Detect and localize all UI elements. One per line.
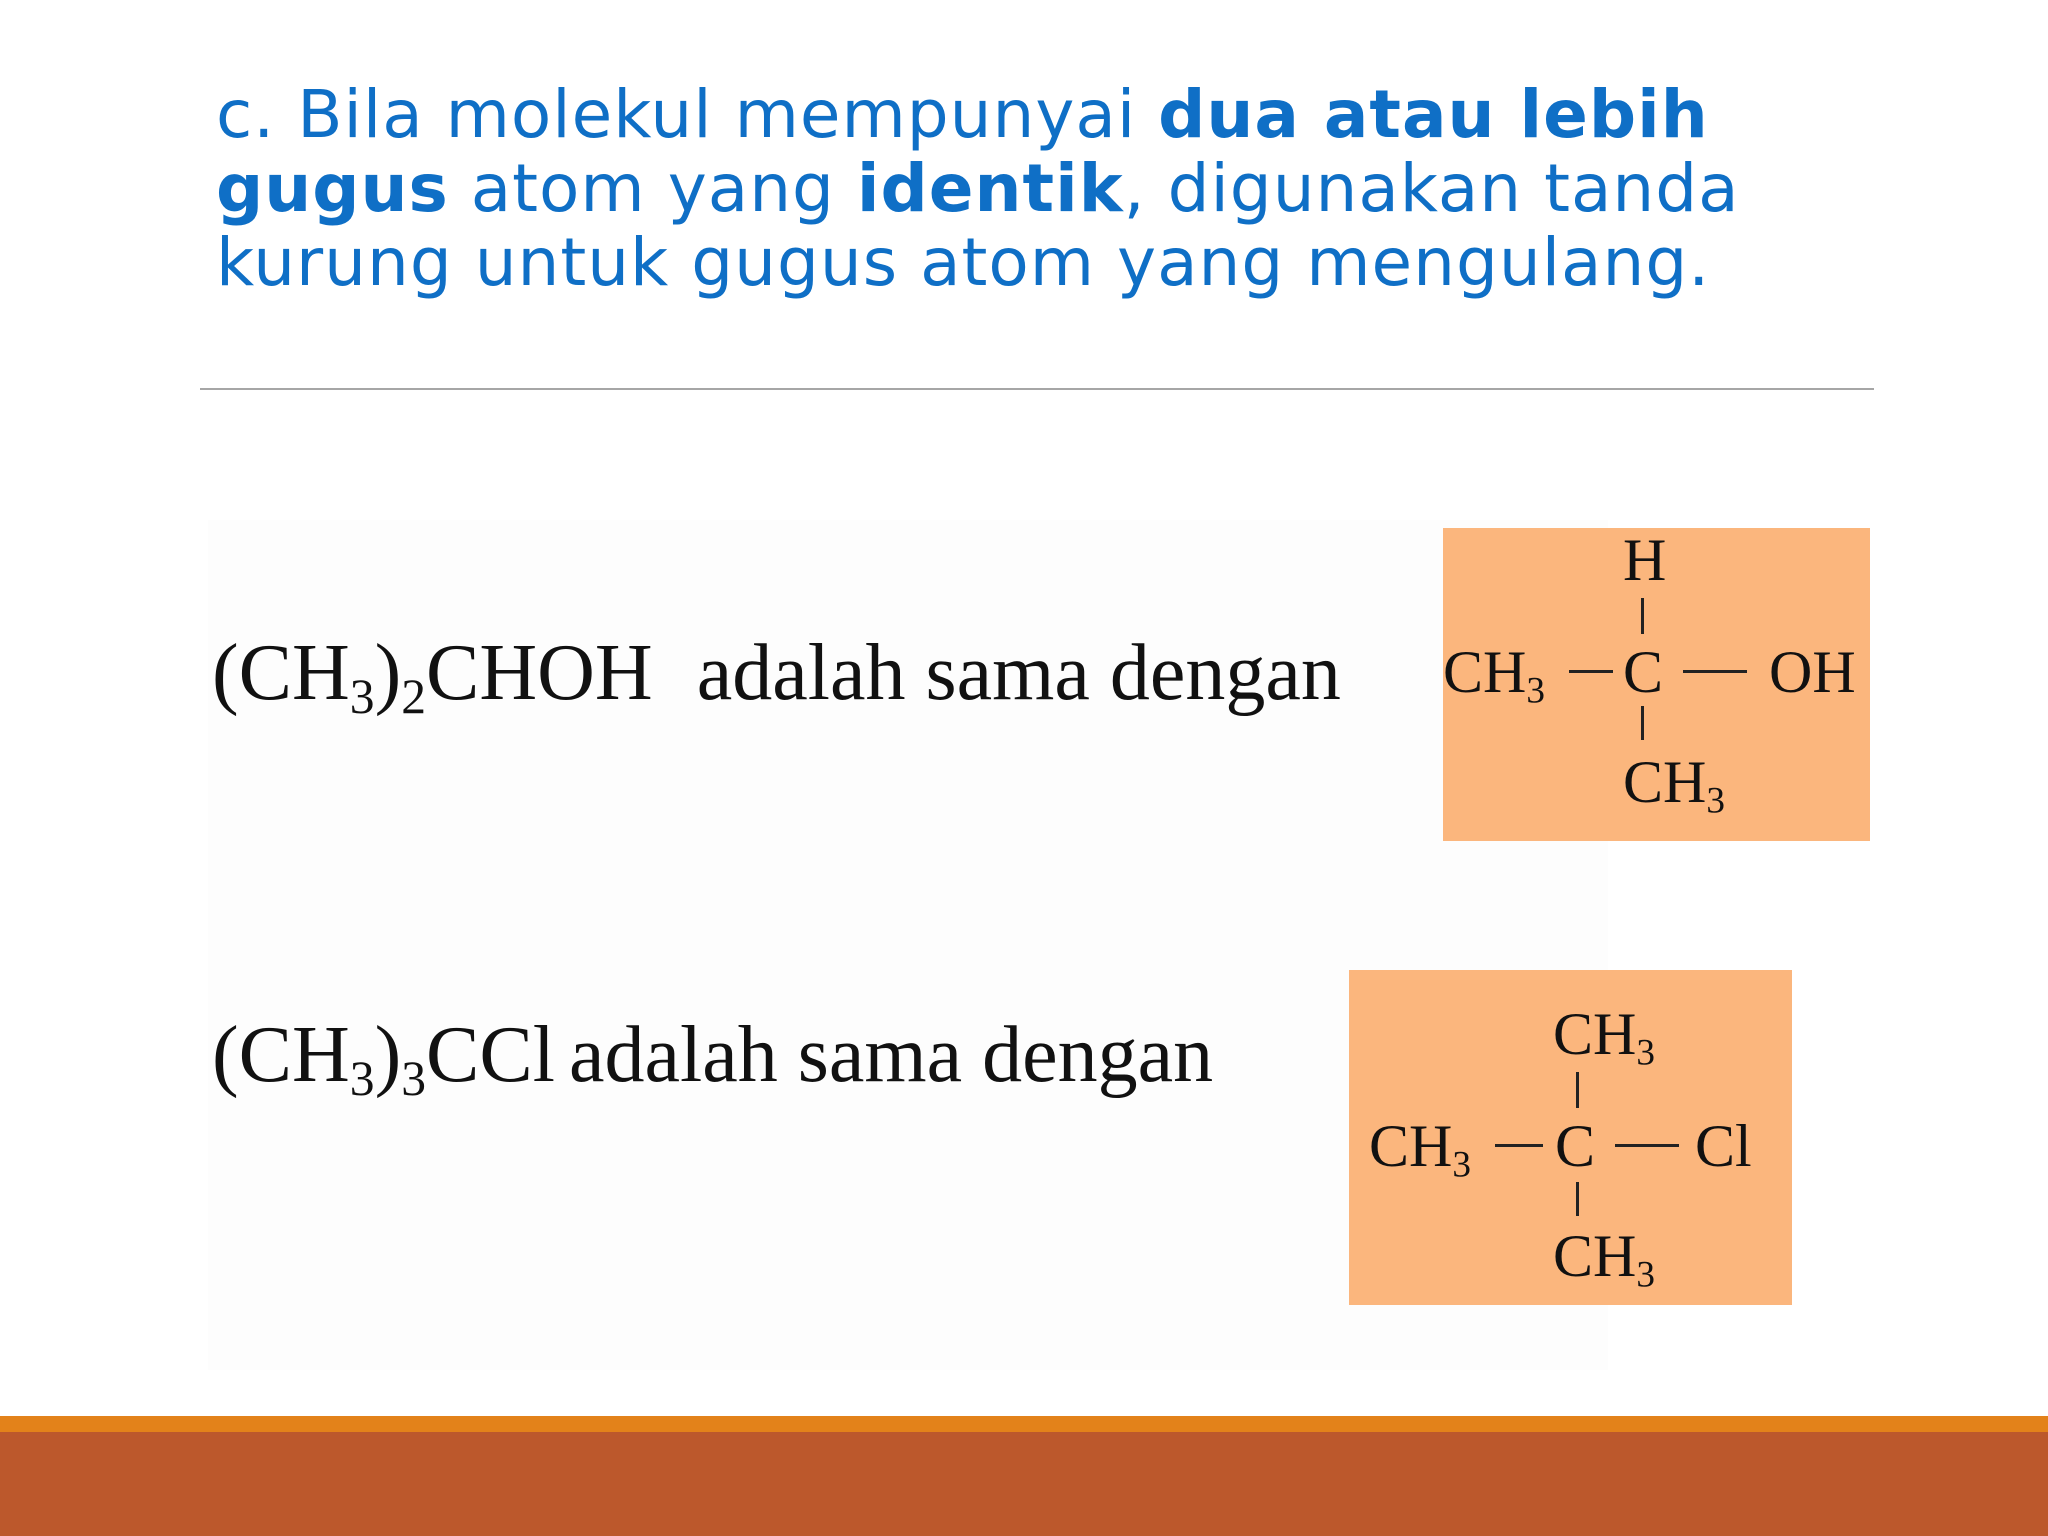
divider-line <box>200 388 1874 390</box>
heading-line-2 <box>216 152 1906 226</box>
struct-2-top-group <box>1553 1001 1655 1074</box>
heading-text: c. Bila molekul mempunyai <box>216 76 1159 153</box>
heading-line-1 <box>216 78 1906 152</box>
struct-1-left-group <box>1443 639 1545 712</box>
atom-symbol: CH <box>1553 1223 1637 1289</box>
struct-1-center-atom: C <box>1623 639 1664 705</box>
example-2-structure <box>1349 970 1792 1305</box>
heading-bold-text: gugus <box>216 150 449 227</box>
formula-part: CHOH <box>426 629 653 717</box>
heading-text: atom yang <box>448 150 857 227</box>
heading-bold-text: identik <box>856 150 1124 227</box>
atom-symbol: CH <box>1369 1113 1453 1179</box>
struct-2-bottom-group <box>1553 1223 1655 1296</box>
example-2-phrase: adalah sama dengan <box>568 1011 1214 1099</box>
atom-subscript: 3 <box>1526 670 1545 712</box>
formula-subscript: 3 <box>349 668 375 724</box>
atom-symbol: CH <box>1553 1001 1637 1067</box>
struct-1-bond-bottom <box>1641 706 1644 740</box>
struct-2-bond-left <box>1495 1144 1543 1147</box>
struct-2-bond-right <box>1615 1144 1679 1147</box>
formula-part: (CH <box>212 1011 350 1099</box>
struct-1-bottom-group <box>1623 749 1725 822</box>
struct-1-right-group: OH <box>1769 639 1856 705</box>
atom-subscript: 3 <box>1452 1144 1471 1186</box>
struct-1-bond-top <box>1641 598 1644 634</box>
formula-part: CCl <box>426 1011 555 1099</box>
struct-1-bond-right <box>1683 670 1747 673</box>
struct-2-left-group <box>1369 1113 1471 1186</box>
heading-line-3: kurung untuk gugus atom yang mengulang. <box>216 224 1711 301</box>
struct-2-bond-bottom <box>1576 1182 1579 1216</box>
example-1-structure <box>1443 528 1870 841</box>
atom-symbol: CH <box>1443 639 1527 705</box>
heading-bold-text: dua atau lebih <box>1158 76 1709 153</box>
footer-accent-bar <box>0 1416 2048 1432</box>
example-1-phrase: adalah sama dengan <box>696 629 1341 717</box>
struct-2-center-atom: C <box>1555 1113 1596 1179</box>
formula-part: ) <box>374 629 402 717</box>
formula-part: ) <box>374 1011 402 1099</box>
example-1-formula-sentence <box>212 628 1341 724</box>
example-2-formula-sentence <box>212 1010 1214 1106</box>
struct-2-right-atom: Cl <box>1695 1113 1752 1179</box>
formula-subscript: 2 <box>401 668 427 724</box>
formula-subscript: 3 <box>349 1050 375 1106</box>
footer-bar <box>0 1432 2048 1536</box>
formula-subscript: 3 <box>401 1050 427 1106</box>
struct-2-bond-top <box>1576 1072 1579 1108</box>
atom-symbol: CH <box>1623 749 1707 815</box>
atom-subscript: 3 <box>1706 780 1725 822</box>
struct-1-top-atom: H <box>1623 527 1667 593</box>
heading-text: , digunakan tanda <box>1123 150 1740 227</box>
struct-1-bond-left <box>1569 670 1613 673</box>
formula-part: (CH <box>212 629 350 717</box>
atom-subscript: 3 <box>1636 1254 1655 1296</box>
atom-subscript: 3 <box>1636 1032 1655 1074</box>
slide-heading <box>216 78 1906 300</box>
